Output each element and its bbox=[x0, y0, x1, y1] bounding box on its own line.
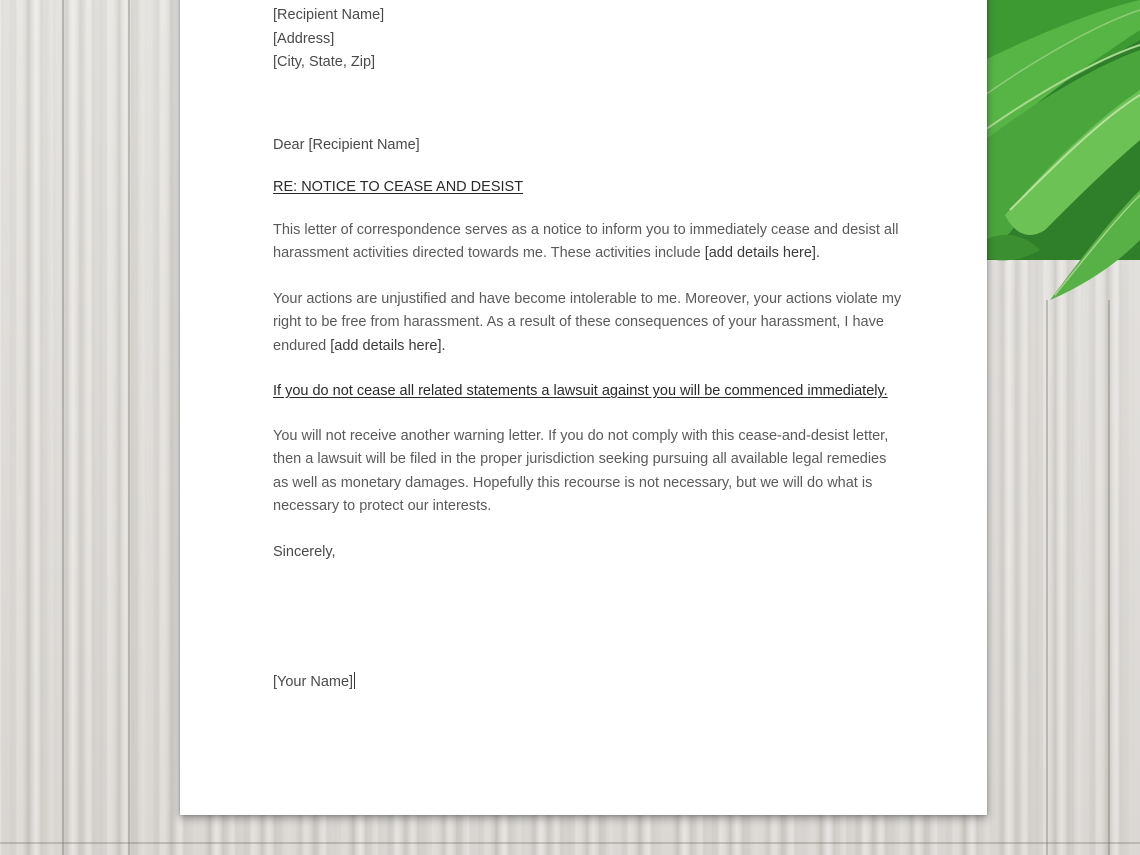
paragraph-2 bbox=[273, 288, 903, 359]
plank-seam bbox=[0, 842, 1140, 844]
recipient-address: [Address] bbox=[273, 30, 335, 47]
recipient-name: [Recipient Name] bbox=[273, 7, 385, 23]
salutation: Dear [Recipient Name] bbox=[273, 136, 420, 153]
subject-line: RE: NOTICE TO CEASE AND DESIST bbox=[273, 179, 524, 195]
paragraph-1-placeholder: [add details here] bbox=[704, 245, 816, 261]
paragraph-3: You will not receive another warning letter. If you do not comply with this cease-and-desist letter, then a lawsuit will be filed in the proper jurisdiction seeking pursuing all available legal remedies as well as monetary damages. Hopefully this recourse is not necessary, but we will do what is necessary to protect our interests. bbox=[273, 427, 889, 514]
paragraph-2-text: Your actions are unjustified and have become intolerable to me. Moreover, your actions violate my right to be free from harassment. As a result of these consequences of your harassment, I have endured bbox=[273, 290, 902, 354]
leaves-icon bbox=[985, 0, 1140, 300]
paragraph-2-end: . bbox=[441, 337, 446, 354]
plank-line bbox=[1046, 300, 1048, 855]
paragraph-1 bbox=[273, 219, 903, 266]
plank-line bbox=[128, 0, 130, 855]
paragraph-1-end: . bbox=[815, 245, 820, 261]
paragraph-2-placeholder: [add details here] bbox=[330, 337, 442, 354]
warning-statement: If you do not cease all related statements a lawsuit against you will be commenced immediately. bbox=[273, 383, 888, 399]
recipient-block bbox=[273, 4, 903, 75]
signature: [Your Name] bbox=[273, 674, 354, 690]
signature-line[interactable] bbox=[273, 671, 903, 695]
closing: Sincerely, bbox=[273, 543, 336, 560]
letter-page bbox=[180, 0, 987, 815]
letter-body bbox=[273, 4, 903, 695]
plank-line bbox=[62, 0, 64, 855]
recipient-city-state-zip: [City, State, Zip] bbox=[273, 54, 376, 70]
paragraph-1-text: This letter of correspondence serves as a notice to inform you to immediately cease and desist all harassment activities directed towards me. These activities include bbox=[273, 221, 899, 261]
plank-line bbox=[1108, 300, 1110, 855]
text-cursor bbox=[354, 672, 355, 689]
